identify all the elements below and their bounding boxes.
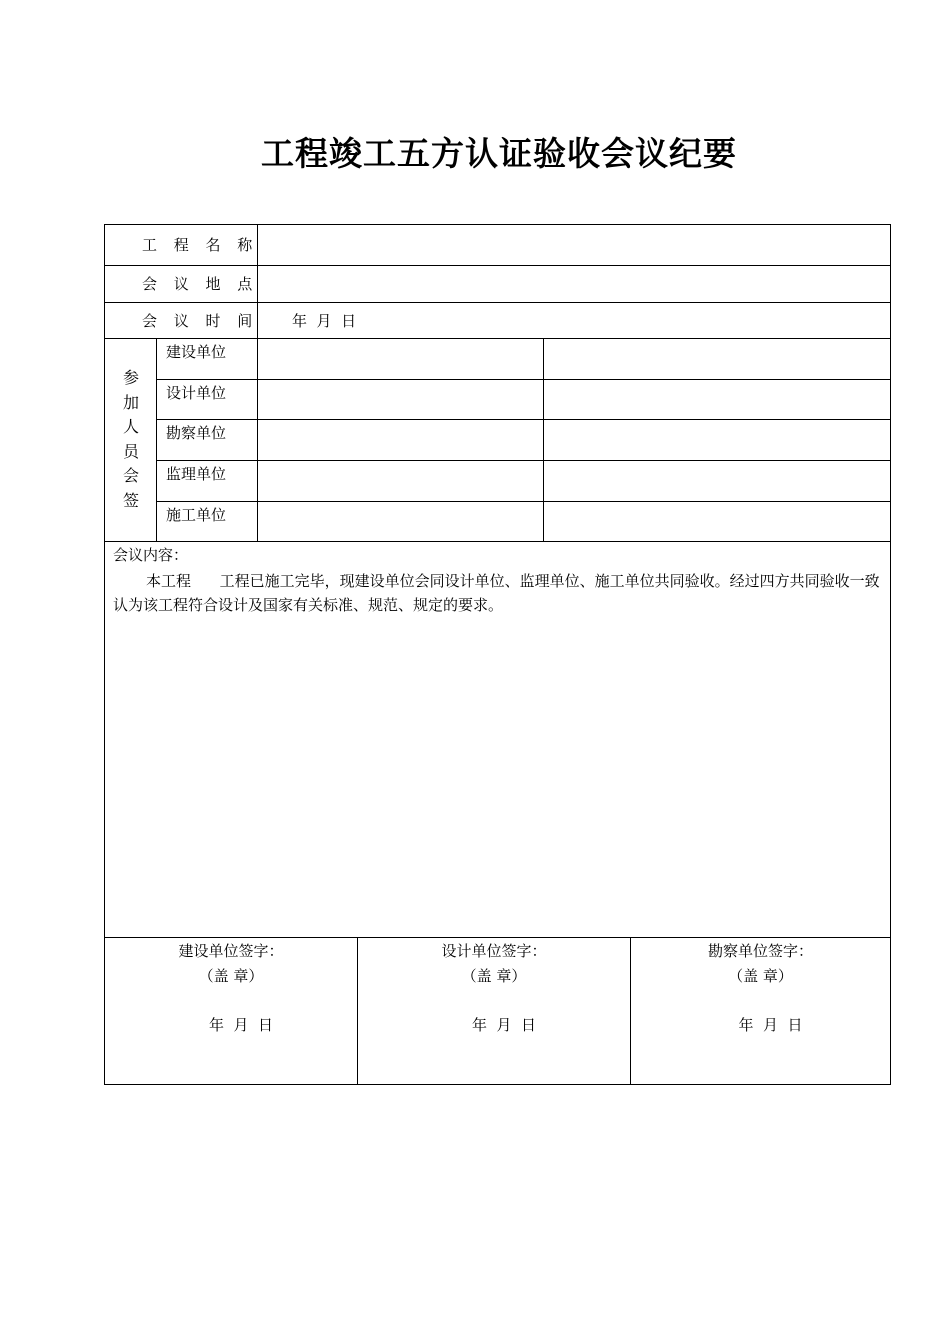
- project-name-field[interactable]: [258, 225, 890, 265]
- attendee-sign-field[interactable]: [544, 461, 890, 501]
- attendees-label-char: 加: [122, 392, 139, 412]
- table-right-border: [890, 224, 891, 1085]
- row-divider: [104, 937, 891, 938]
- attendee-sign-field[interactable]: [258, 420, 542, 460]
- unit-label-supervision: 监理单位: [166, 465, 227, 483]
- seal-label: （盖 章）: [728, 967, 793, 985]
- attendee-sign-field[interactable]: [544, 502, 890, 541]
- page-title: 工程竣工五方认证验收会议纪要: [261, 134, 737, 173]
- project-name-label: 工 程 名 称: [142, 236, 259, 254]
- seal-label: （盖 章）: [198, 967, 264, 985]
- attendee-sign-field[interactable]: [258, 502, 542, 541]
- signature-date[interactable]: 年 月 日: [208, 1016, 274, 1034]
- signature-label: 设计单位签字：: [441, 942, 547, 960]
- attendee-sign-field[interactable]: [544, 339, 890, 379]
- meeting-location-field[interactable]: [258, 266, 890, 302]
- table-bottom-border: [104, 1084, 891, 1085]
- meeting-location-label: 会 议 地 点: [142, 275, 259, 293]
- attendees-sign-label: [105, 366, 157, 513]
- row-divider: [104, 302, 891, 303]
- attendee-sign-field[interactable]: [258, 339, 542, 379]
- meeting-time-label: 会 议 时 间: [142, 312, 259, 330]
- attendee-sign-field[interactable]: [544, 380, 890, 419]
- meeting-time-value[interactable]: 年 月 日: [292, 312, 357, 330]
- attendees-label-char: 签: [122, 490, 139, 510]
- attendees-label-char: 员: [122, 441, 139, 461]
- unit-label-construction: 建设单位: [166, 343, 227, 361]
- signature-date[interactable]: 年 月 日: [738, 1016, 803, 1034]
- attendees-label-char: 人: [122, 417, 139, 436]
- signature-date[interactable]: 年 月 日: [471, 1016, 537, 1034]
- attendees-label-char: 参: [122, 368, 139, 387]
- attendees-label-char: 会: [122, 466, 139, 485]
- unit-label-survey: 勘察单位: [166, 424, 227, 442]
- unit-label-design: 设计单位: [166, 384, 227, 402]
- meeting-content-heading: 会议内容：: [113, 546, 189, 564]
- attendee-sign-field[interactable]: [258, 461, 542, 501]
- attendee-sign-field[interactable]: [258, 380, 542, 419]
- meeting-content-body: 本工程 工程已施工完毕，现建设单位会同设计单位、监理单位、施工单位共同验收。经过四方共同验收一致认为该工程符合设计及国家有关标准、规范、规定的要求。: [113, 572, 880, 614]
- row-divider: [104, 541, 891, 542]
- attendee-sign-field[interactable]: [544, 420, 890, 460]
- unit-label-contractor: 施工单位: [166, 506, 227, 524]
- seal-label: （盖 章）: [461, 967, 527, 985]
- signature-label: 建设单位签字：: [178, 942, 284, 960]
- signature-label: 勘察单位签字：: [707, 942, 813, 960]
